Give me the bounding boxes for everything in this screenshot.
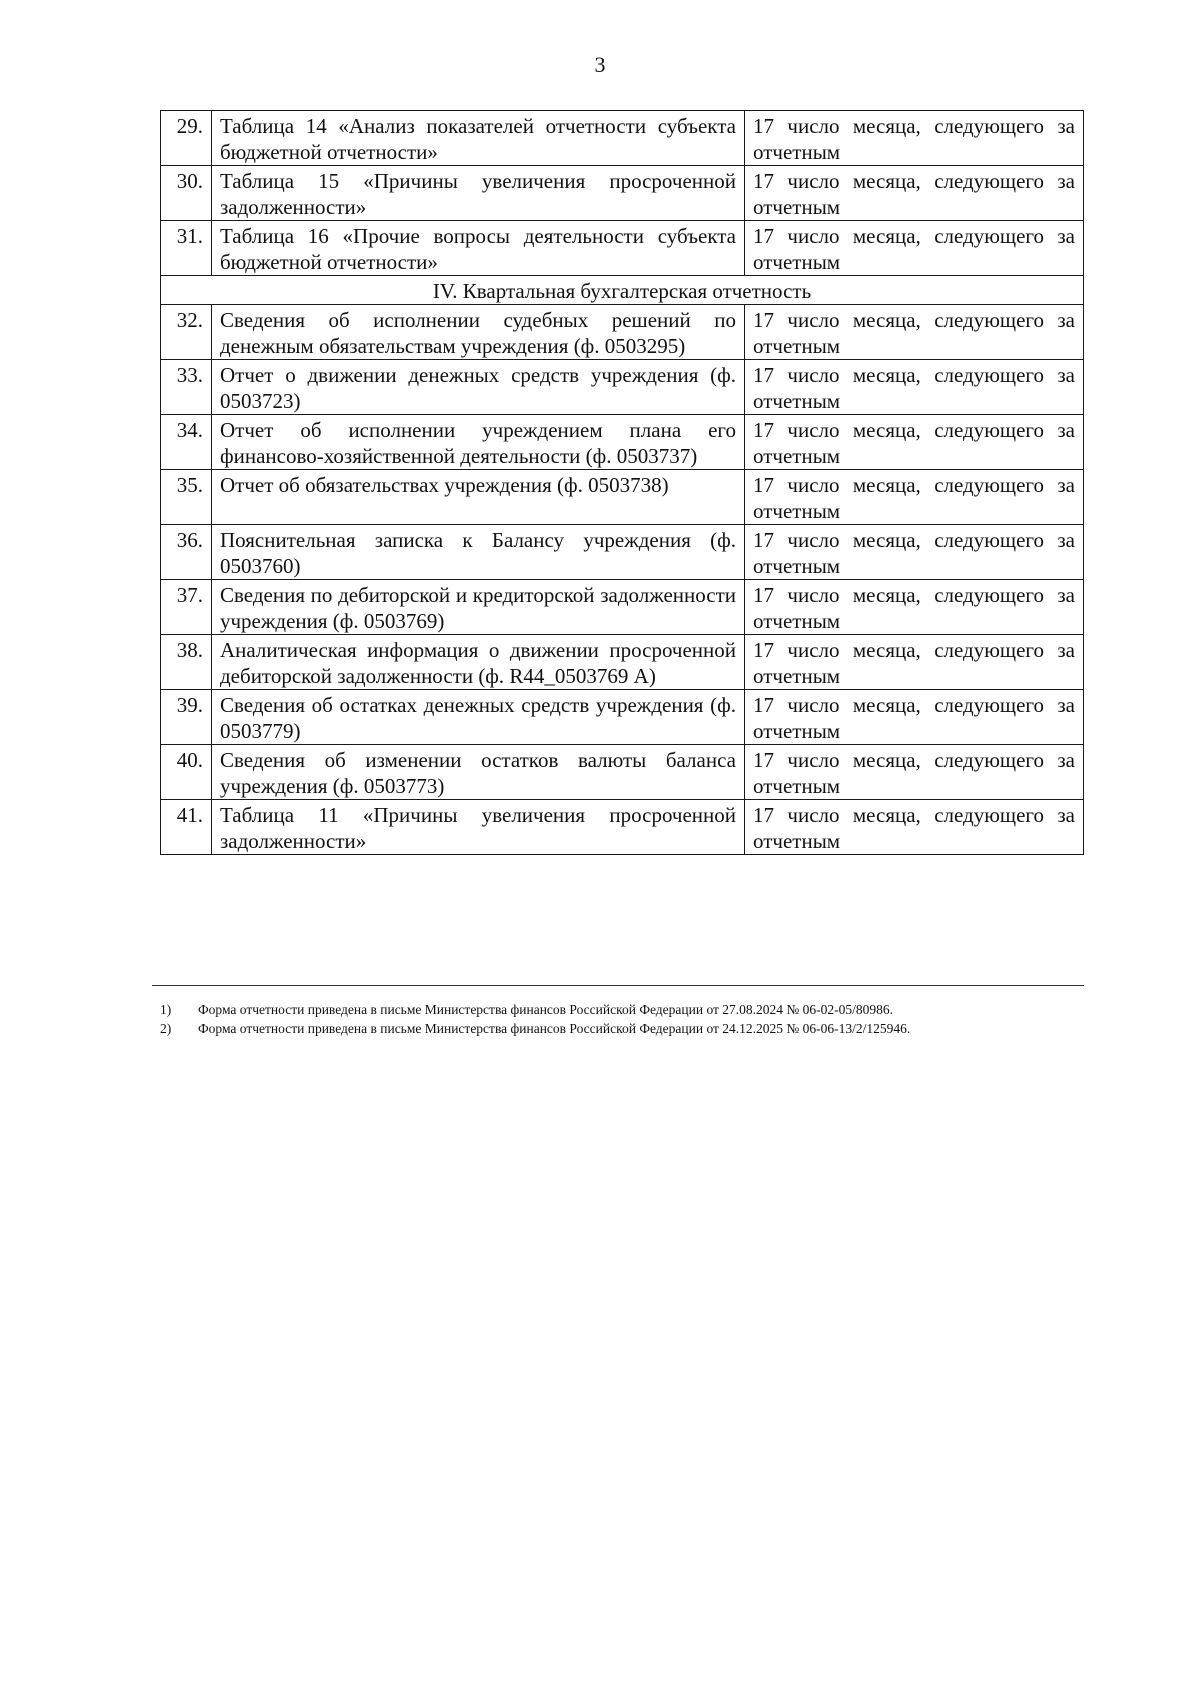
footnotes: [160, 1000, 1090, 1038]
report-name: Сведения по дебиторской и кредиторской задолженности учреждения (ф. 0503769): [212, 580, 745, 635]
row-number: 30.: [161, 166, 212, 221]
table-row: [161, 111, 1084, 166]
row-number: 36.: [161, 525, 212, 580]
footnote-mark: 1): [160, 1002, 172, 1017]
table-row: [161, 221, 1084, 276]
report-name: Таблица 15 «Причины увеличения просроченной задолженности»: [212, 166, 745, 221]
row-number: 33.: [161, 360, 212, 415]
report-deadline: 17 число месяца, следующего за отчетным: [745, 580, 1084, 635]
report-name: Аналитическая информация о движении просроченной дебиторской задолженности (ф. R44_0503769 А): [212, 635, 745, 690]
table-row: [161, 166, 1084, 221]
report-deadline: 17 число месяца, следующего за отчетным: [745, 111, 1084, 166]
row-number: 31.: [161, 221, 212, 276]
report-name: Сведения об остатках денежных средств учреждения (ф. 0503779): [212, 690, 745, 745]
table-row: [161, 690, 1084, 745]
footnote: [160, 1000, 1090, 1019]
report-deadline: 17 число месяца, следующего за отчетным: [745, 690, 1084, 745]
row-number: 32.: [161, 305, 212, 360]
report-name: Отчет о движении денежных средств учреждения (ф. 0503723): [212, 360, 745, 415]
section-header-row: [161, 276, 1084, 305]
report-name: Таблица 11 «Причины увеличения просроченной задолженности»: [212, 800, 745, 855]
reporting-table: [160, 110, 1084, 855]
report-deadline: 17 число месяца, следующего за отчетным: [745, 221, 1084, 276]
report-deadline: 17 число месяца, следующего за отчетным: [745, 745, 1084, 800]
report-deadline: 17 число месяца, следующего за отчетным: [745, 305, 1084, 360]
table-row: [161, 415, 1084, 470]
row-number: 37.: [161, 580, 212, 635]
report-deadline: 17 число месяца, следующего за отчетным: [745, 800, 1084, 855]
row-number: 29.: [161, 111, 212, 166]
table-row: [161, 745, 1084, 800]
row-number: 41.: [161, 800, 212, 855]
report-name: Сведения об изменении остатков валюты баланса учреждения (ф. 0503773): [212, 745, 745, 800]
row-number: 38.: [161, 635, 212, 690]
report-deadline: 17 число месяца, следующего за отчетным: [745, 360, 1084, 415]
row-number: 34.: [161, 415, 212, 470]
row-number: 40.: [161, 745, 212, 800]
footnote: [160, 1019, 1090, 1038]
row-number: 35.: [161, 470, 212, 525]
row-number: 39.: [161, 690, 212, 745]
footnote-text: Форма отчетности приведена в письме Министерства финансов Российской Федерации от 27.08.2024 № 06-02-05/80986.: [198, 1002, 894, 1017]
report-deadline: 17 число месяца, следующего за отчетным: [745, 470, 1084, 525]
footnote-separator: [152, 985, 1084, 986]
report-deadline: 17 число месяца, следующего за отчетным: [745, 635, 1084, 690]
report-name: Сведения об исполнении судебных решений по денежным обязательствам учреждения (ф. 0503295): [212, 305, 745, 360]
table-row: [161, 635, 1084, 690]
table-row: [161, 470, 1084, 525]
table-row: [161, 360, 1084, 415]
report-name: Отчет об исполнении учреждением плана его финансово-хозяйственной деятельности (ф. 0503737): [212, 415, 745, 470]
report-deadline: 17 число месяца, следующего за отчетным: [745, 525, 1084, 580]
report-name: Таблица 14 «Анализ показателей отчетности субъекта бюджетной отчетности»: [212, 111, 745, 166]
report-deadline: 17 число месяца, следующего за отчетным: [745, 166, 1084, 221]
report-name: Пояснительная записка к Балансу учреждения (ф. 0503760): [212, 525, 745, 580]
table-row: [161, 800, 1084, 855]
table-row: [161, 580, 1084, 635]
table-row: [161, 305, 1084, 360]
report-name: Отчет об обязательствах учреждения (ф. 0503738): [212, 470, 745, 525]
report-name: Таблица 16 «Прочие вопросы деятельности субъекта бюджетной отчетности»: [212, 221, 745, 276]
table-row: [161, 525, 1084, 580]
report-deadline: 17 число месяца, следующего за отчетным: [745, 415, 1084, 470]
footnote-mark: 2): [160, 1021, 172, 1036]
section-title: IV. Квартальная бухгалтерская отчетность: [161, 276, 1084, 305]
footnote-text: Форма отчетности приведена в письме Министерства финансов Российской Федерации от 24.12.2025 № 06-06-13/2/125946.: [198, 1021, 911, 1036]
page-number: 3: [594, 52, 606, 77]
